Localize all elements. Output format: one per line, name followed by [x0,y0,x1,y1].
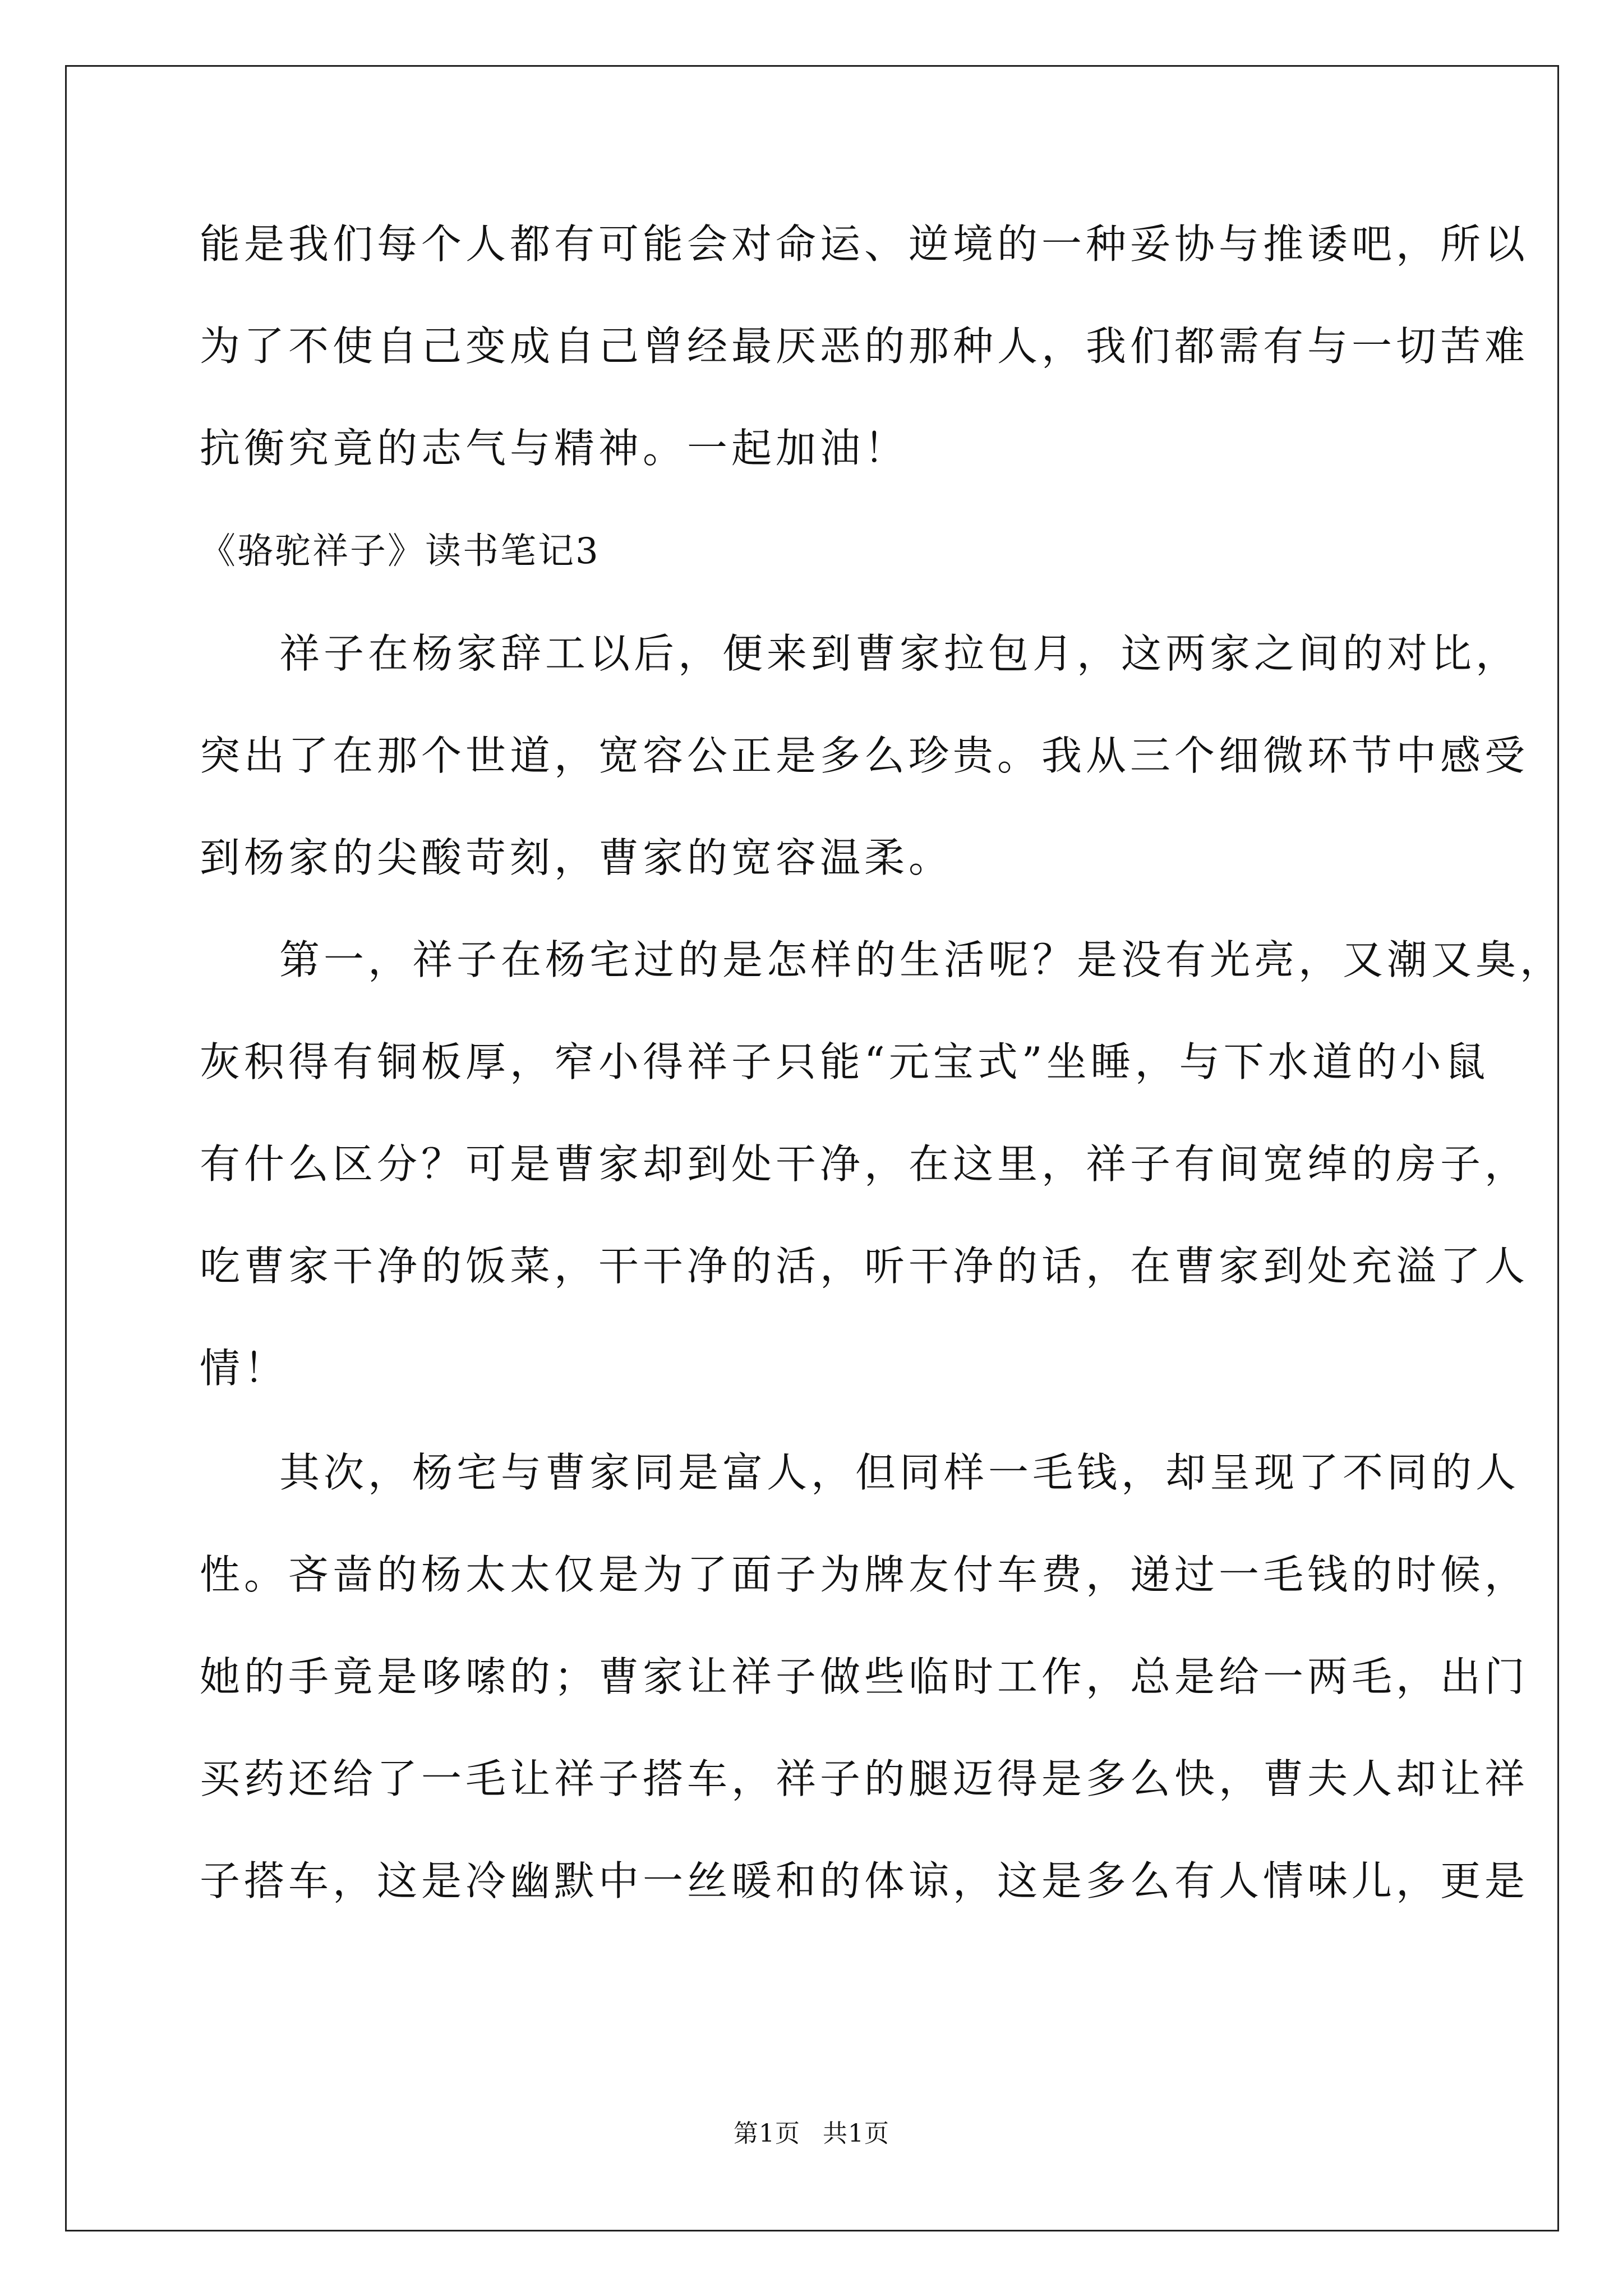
paragraph-3-line-5: 子搭车，这是冷幽默中一丝暖和的体谅，这是多么有人情味儿，更是 [200,1857,1529,1904]
paragraph-1-line-1: 祥子在杨家辞工以后，便来到曹家拉包月，这两家之间的对比， [279,630,1520,677]
paragraph-2-line-3: 有什么区分？可是曹家却到处干净，在这里，祥子有间宽绰的房子， [200,1140,1529,1188]
paragraph-3-line-1: 其次，杨宅与曹家同是富人，但同样一毛钱，却呈现了不同的人 [279,1449,1520,1496]
text-line-3: 抗衡究竟的志气与精神。一起加油！ [200,425,909,472]
paragraph-2-line-4: 吃曹家干净的饭菜，干干净的活，听干净的话，在曹家到处充溢了人 [200,1243,1529,1290]
text-line-2: 为了不使自己变成自己曾经最厌恶的那种人，我们都需有与一切苦难 [200,323,1529,370]
text-line-1: 能是我们每个人都有可能会对命运、逆境的一种妥协与推诿吧，所以 [200,220,1529,268]
paragraph-2-line-1: 第一，祥子在杨宅过的是怎样的生活呢？是没有光亮，又潮又臭， [279,936,1565,983]
page-number-current: 第1页 [734,2119,800,2148]
paragraph-2-line-2: 灰积得有铜板厚，窄小得祥子只能“元宝式”坐睡，与下水道的小鼠 [200,1038,1490,1085]
page-footer [0,2118,1623,2150]
paragraph-3-line-4: 买药还给了一毛让祥子搭车，祥子的腿迈得是多么快，曹夫人却让祥 [200,1755,1529,1802]
paragraph-1-line-2: 突出了在那个世道，宽容公正是多么珍贵。我从三个细微环节中感受 [200,732,1529,779]
paragraph-2-line-5: 情！ [200,1345,289,1392]
paragraph-3-line-3: 她的手竟是哆嗦的；曹家让祥子做些临时工作，总是给一两毛，出门 [200,1653,1529,1700]
paragraph-3-line-2: 性。吝啬的杨太太仅是为了面子为牌友付车费，递过一毛钱的时候， [200,1551,1529,1598]
page-number-total: 共1页 [823,2119,889,2148]
section-heading: 《骆驼祥子》读书笔记3 [200,531,600,572]
paragraph-1-line-3: 到杨家的尖酸苛刻，曹家的宽容温柔。 [200,834,953,881]
